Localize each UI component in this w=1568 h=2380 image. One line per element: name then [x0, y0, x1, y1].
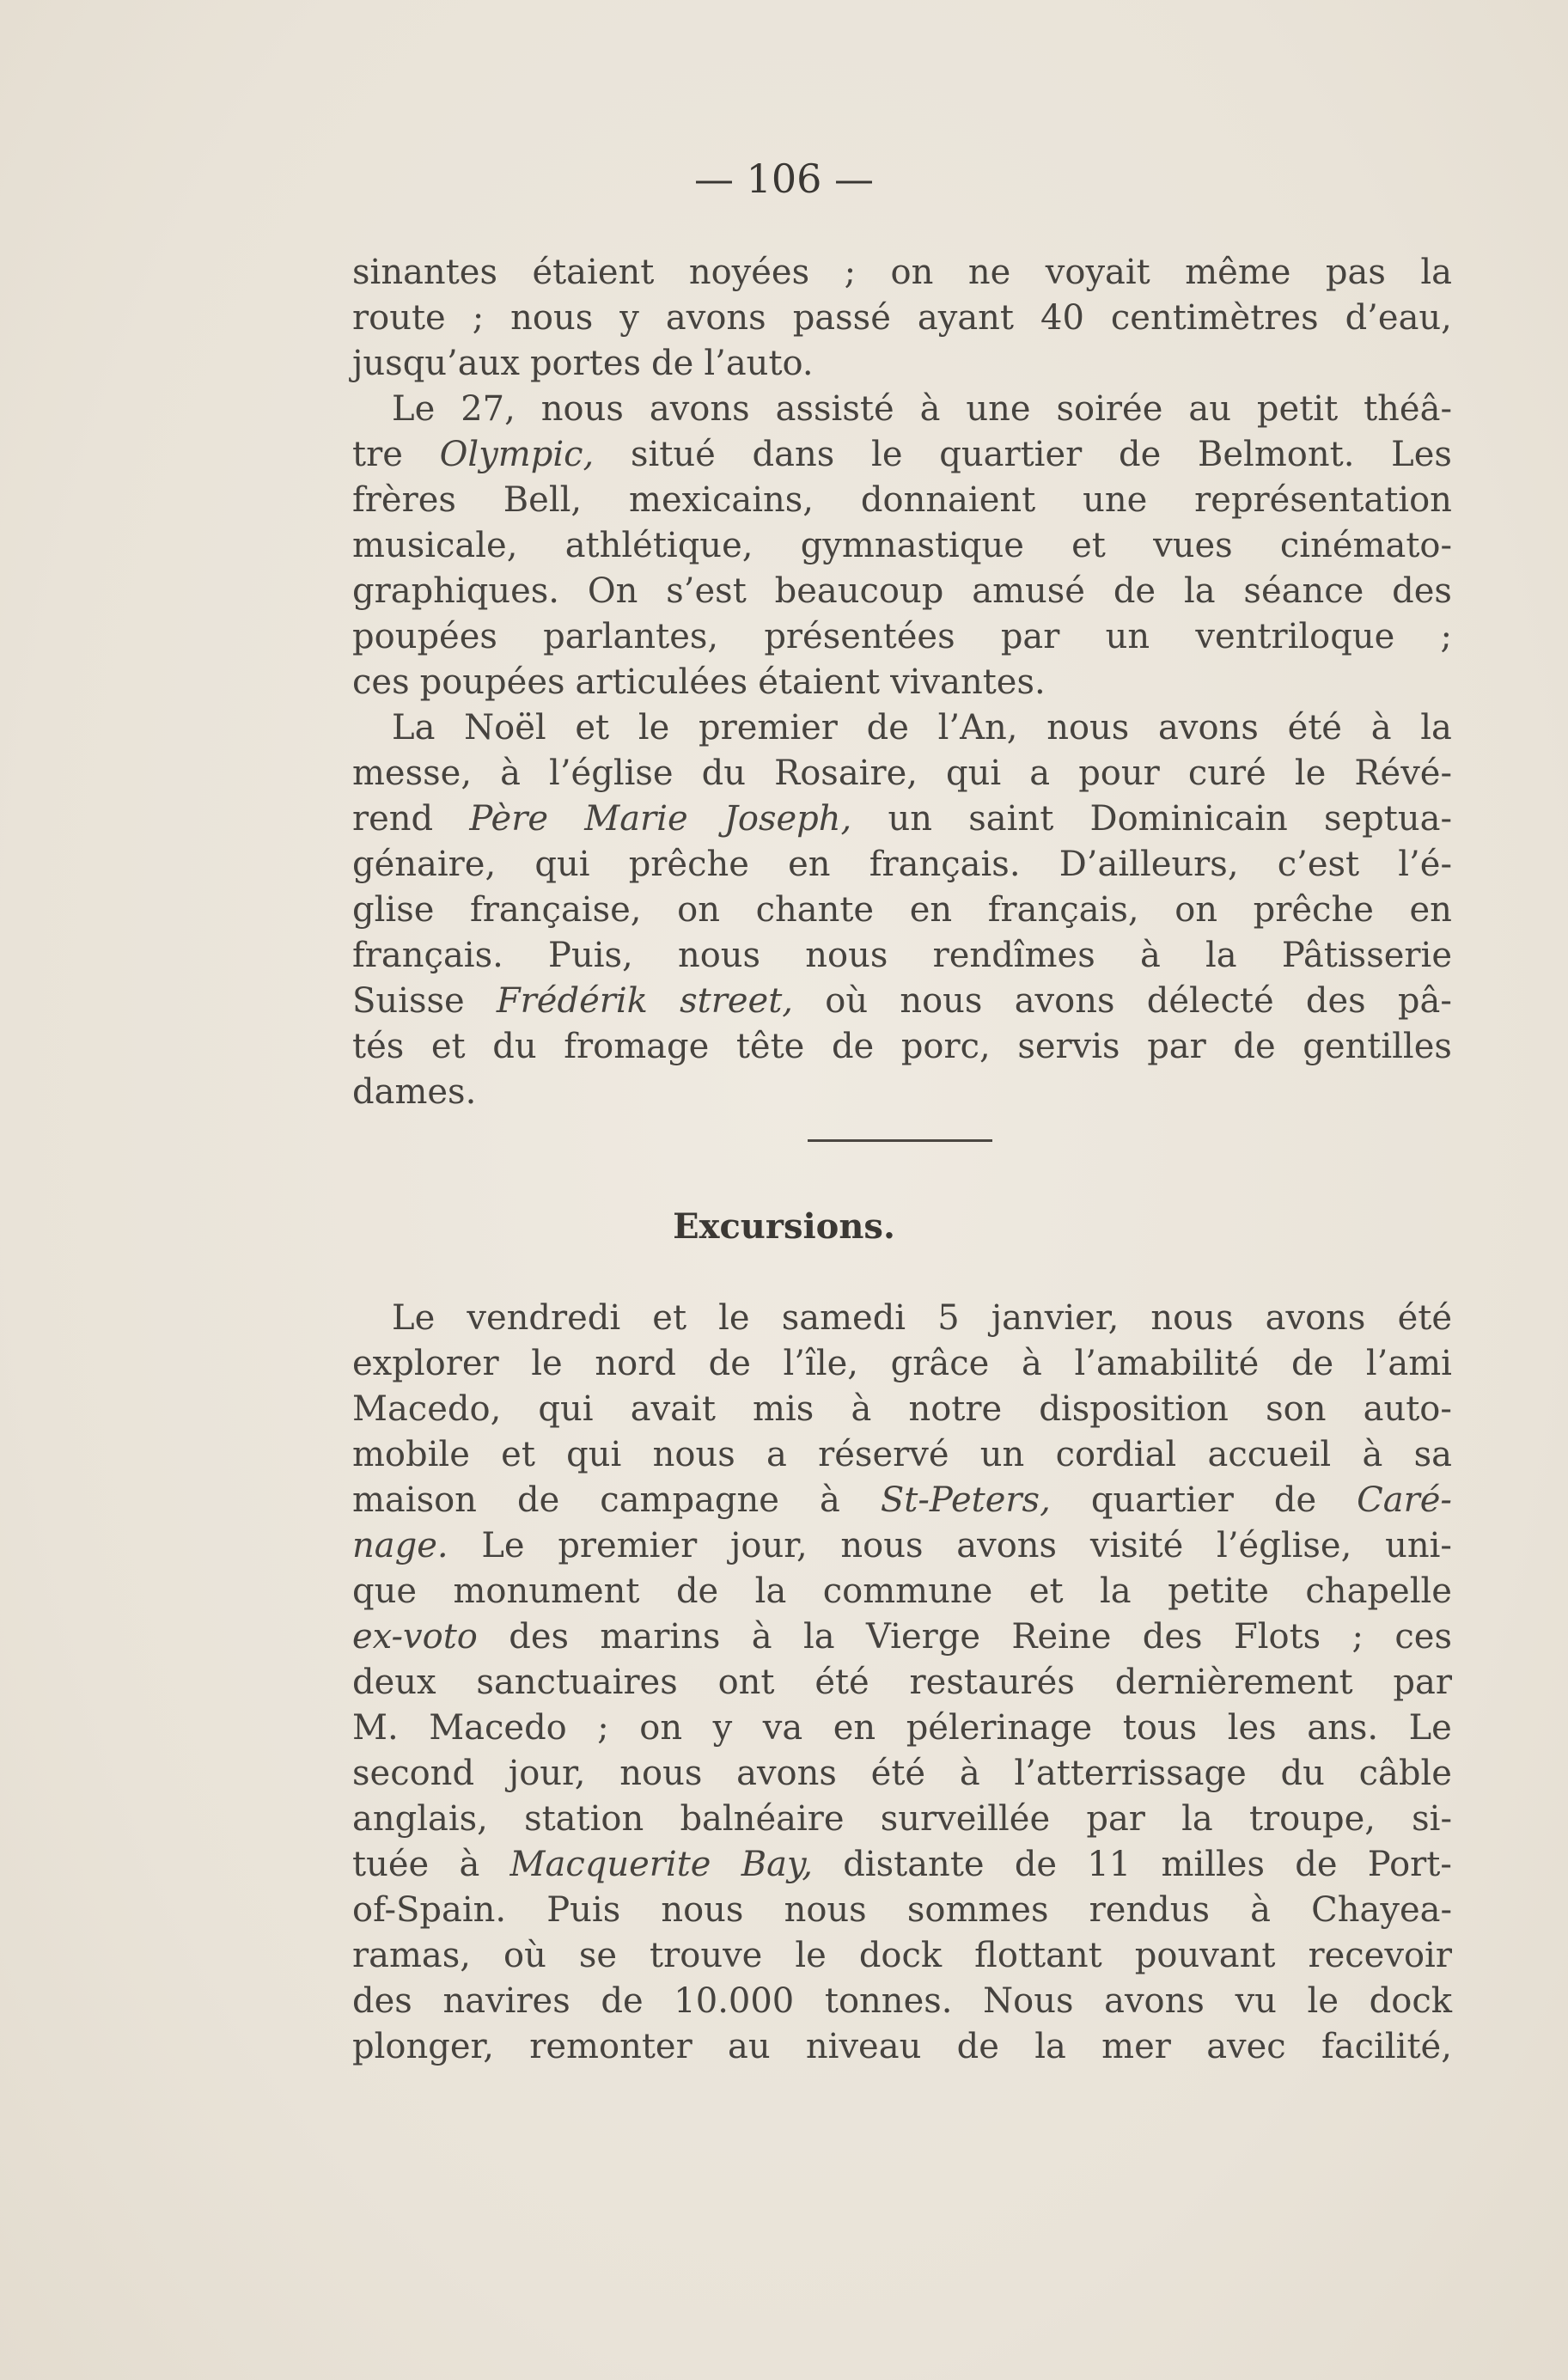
- text-line: tés et du fromage tête de porc, servis par de gentilles: [352, 1027, 1452, 1066]
- text-block-2: [352, 1296, 1452, 2070]
- text-line: graphiques. On s’est beaucoup amusé de la séance des: [352, 571, 1452, 611]
- text-line: glise française, on chante en français, on prêche en: [352, 890, 1452, 930]
- page-number: — 106 —: [693, 156, 875, 202]
- text-line: M. Macedo ; on y va en pélerinage tous les ans. Le: [352, 1708, 1452, 1748]
- text-line: tre Olympic, situé dans le quartier de Belmont. Les: [352, 432, 1452, 478]
- text-line: second jour, nous avons été à l’atterrissage du câble: [352, 1754, 1452, 1793]
- text-line: messe, à l’église du Rosaire, qui a pour curé le Révé-: [352, 754, 1452, 793]
- text-line: explorer le nord de l’île, grâce à l’amabilité de l’ami: [352, 1344, 1452, 1383]
- text-line: nage. Le premier jour, nous avons visité l’église, uni-: [352, 1526, 1452, 1565]
- paragraph-start: La Noël et le premier de l’An, nous avons été à la: [392, 708, 1452, 748]
- text-line: frères Bell, mexicains, donnaient une représentation: [352, 480, 1452, 520]
- text-line: route ; nous y avons passé ayant 40 centimètres d’eau,: [352, 298, 1452, 338]
- text-line: que monument de la commune et la petite chapelle: [352, 1571, 1452, 1611]
- text-line: maison de campagne à St-Peters, quartier de Caré-: [352, 1478, 1452, 1523]
- text-line: jusqu’aux portes de l’auto.: [352, 344, 814, 383]
- text-line: sinantes étaient noyées ; on ne voyait même pas la: [352, 253, 1452, 292]
- text-block-1: [352, 250, 1452, 1115]
- text-line: ex-voto des marins à la Vierge Reine des Flots ; ces: [352, 1617, 1452, 1657]
- section-divider: [808, 1139, 992, 1142]
- street-name: Frédérik: [496, 981, 648, 1021]
- text-line: plonger, remonter au niveau de la mer avec facilité,: [352, 2027, 1452, 2066]
- text-line: ramas, où se trouve le dock flottant pouvant recevoir: [352, 1936, 1452, 1975]
- text-line: français. Puis, nous nous rendîmes à la Pâtisserie: [352, 936, 1452, 975]
- section-heading: Excursions.: [673, 1206, 895, 1247]
- text-line: deux sanctuaires ont été restaurés dernièrement par: [352, 1663, 1452, 1702]
- text-line: poupées parlantes, présentées par un ventriloque ;: [352, 617, 1452, 656]
- theatre-name: Olympic,: [439, 435, 595, 474]
- text-line: dames.: [352, 1072, 477, 1112]
- paragraph-start: Le 27, nous avons assisté à une soirée au petit théâ-: [392, 389, 1452, 429]
- text-line: tuée à Macquerite Bay, distante de 11 milles de Port-: [352, 1842, 1452, 1888]
- text-line: des navires de 10.000 tonnes. Nous avons vu le dock: [352, 1981, 1452, 2021]
- bay-name: Macquerite: [509, 1845, 711, 1884]
- text-line: mobile et qui nous a réservé un cordial accueil à sa: [352, 1435, 1452, 1474]
- text-line: Suisse Frédérik street, où nous avons délecté des pâ-: [352, 979, 1452, 1024]
- paragraph-start: Le vendredi et le samedi 5 janvier, nous avons été: [392, 1298, 1452, 1338]
- text-line: musicale, athlétique, gymnastique et vues cinémato-: [352, 526, 1452, 565]
- text-line: anglais, station balnéaire surveillée par la troupe, si-: [352, 1799, 1452, 1839]
- priest-name: Père: [469, 799, 548, 839]
- text-line: génaire, qui prêche en français. D’ailleurs, c’est l’é-: [352, 845, 1452, 884]
- text-line: of-Spain. Puis nous nous sommes rendus à Chayea-: [352, 1890, 1452, 1930]
- place-name: St-Peters,: [880, 1480, 1051, 1520]
- text-line: rend Père Marie Joseph, un saint Dominicain septua-: [352, 796, 1452, 842]
- text-line: Macedo, qui avait mis à notre disposition son auto-: [352, 1389, 1452, 1429]
- text-line: ces poupées articulées étaient vivantes.: [352, 662, 1046, 702]
